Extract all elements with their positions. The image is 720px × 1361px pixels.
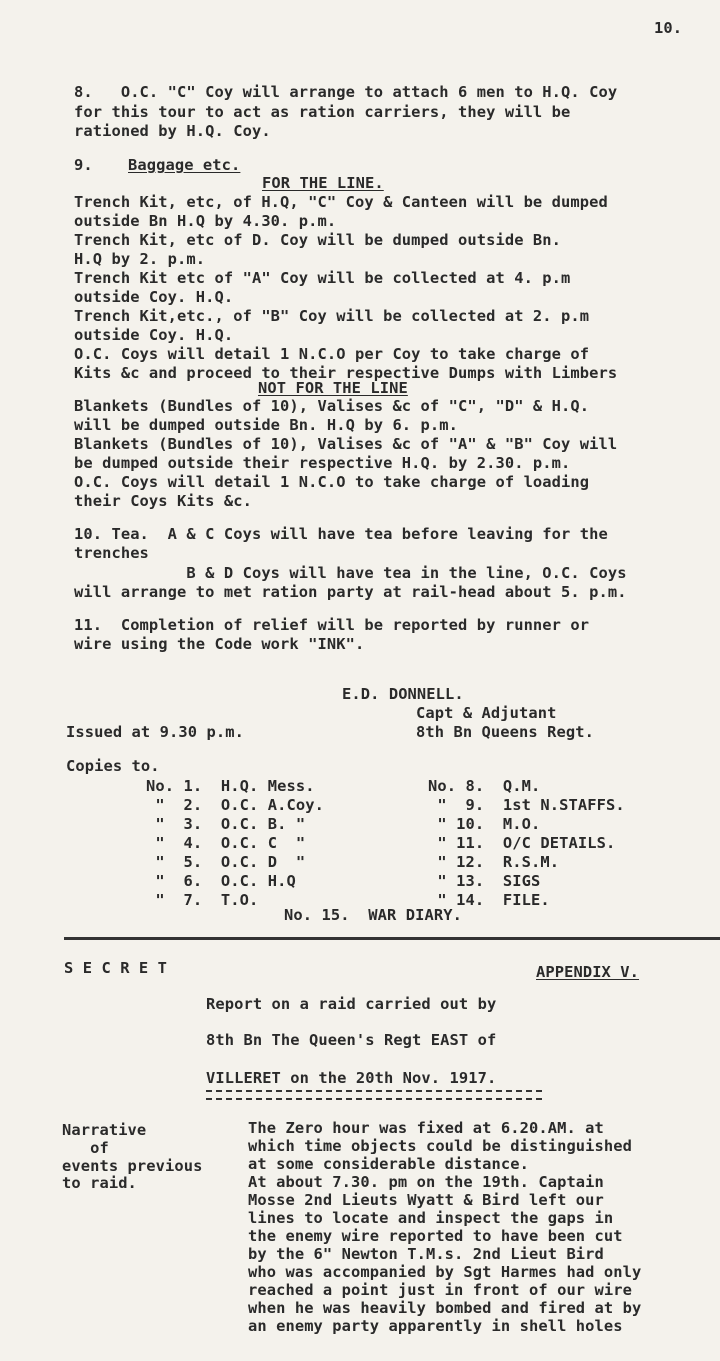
report-title-line: VILLERET on the 20th Nov. 1917. [206,1069,497,1087]
copy-entry: No. 1. H.Q. Mess. [146,777,315,795]
para9-line: Blankets (Bundles of 10), Valises &c of "C", "D" & H.Q. [74,397,590,415]
para9-line: H.Q by 2. p.m. [74,250,206,268]
narrative-line: who was accompanied by Sgt Harmes had only [248,1263,642,1281]
page-number: 10. [654,19,683,37]
para10-line: B & D Coys will have tea in the line, O.C. Coys [74,564,627,582]
narrative-line: the enemy wire reported to have been cut [248,1227,623,1245]
para9-line: their Coys Kits &c. [74,492,252,510]
para9-number: 9. [74,156,93,174]
narrative-line: at some considerable distance. [248,1155,529,1173]
side-label-line: of [62,1139,109,1157]
narrative-line: Mosse 2nd Lieuts Wyatt & Bird left our [248,1191,604,1209]
copy-entry: " 3. O.C. B. " [146,815,306,833]
narrative-line: The Zero hour was fixed at 6.20.AM. at [248,1119,604,1137]
copy-entry: " 6. O.C. H.Q [146,872,296,890]
side-label-line: Narrative [62,1121,147,1139]
copy-entry: " 10. M.O. [428,815,541,833]
para9-line: Trench Kit,etc., of "B" Coy will be collected at 2. p.m [74,307,590,325]
para11-line: wire using the Code work "INK". [74,635,365,653]
copy-entry-war-diary: No. 15. WAR DIARY. [284,906,462,924]
narrative-line: by the 6" Newton T.M.s. 2nd Lieut Bird [248,1245,604,1263]
para9-subheading-for-the-line: FOR THE LINE. [262,174,384,192]
appendix-label: APPENDIX V. [536,963,640,981]
para9-line: O.C. Coys will detail 1 N.C.O per Coy to take charge of [74,345,590,363]
narrative-line: At about 7.30. pm on the 19th. Captain [248,1173,604,1191]
copy-entry: " 14. FILE. [428,891,550,909]
para9-line: Trench Kit, etc of D. Coy will be dumped outside Bn. [74,231,562,249]
copy-entry: " 4. O.C. C " [146,834,306,852]
para9-line: Trench Kit etc of "A" Coy will be collected at 4. p.m [74,269,571,287]
narrative-line: when he was heavily bombed and fired at by [248,1299,642,1317]
copies-heading: Copies to. [66,757,160,775]
para8-line: rationed by H.Q. Coy. [74,122,271,140]
para9-line: Kits &c and proceed to their respective Dumps with Limbers [74,364,618,382]
para10-line: 10. Tea. A & C Coys will have tea before leaving for the [74,525,608,543]
copy-entry: " 2. O.C. A.Coy. [146,796,324,814]
side-label-line: to raid. [62,1174,137,1192]
narrative-line: reached a point just in front of our wire [248,1281,633,1299]
narrative-line: which time objects could be distinguished [248,1137,633,1155]
signature-unit: 8th Bn Queens Regt. [416,723,594,741]
para9-line: Blankets (Bundles of 10), Valises &c of "A" & "B" Coy will [74,435,618,453]
report-title-line: 8th Bn The Queen's Regt EAST of [206,1031,497,1049]
para9-line: outside Bn H.Q by 4.30. p.m. [74,212,337,230]
side-label-line: events previous [62,1157,203,1175]
signature-rank: Capt & Adjutant [416,704,557,722]
para10-line: will arrange to met ration party at rail-head about 5. p.m. [74,583,627,601]
copy-entry: " 5. O.C. D " [146,853,306,871]
para10-line: trenches [74,544,149,562]
para9-line: Trench Kit, etc, of H.Q, "C" Coy & Canteen will be dumped [74,193,608,211]
copy-entry: " 7. T.O. [146,891,259,909]
copy-entry: " 11. O/C DETAILS. [428,834,616,852]
copy-entry: " 12. R.S.M. [428,853,560,871]
para9-line: will be dumped outside Bn. H.Q by 6. p.m. [74,416,459,434]
issued-time: Issued at 9.30 p.m. [66,723,244,741]
copy-entry: No. 8. Q.M. [428,777,541,795]
para11-line: 11. Completion of relief will be reported by runner or [74,616,590,634]
signature-name: E.D. DONNELL. [342,685,464,703]
para9-line: outside Coy. H.Q. [74,288,234,306]
report-title-line: Report on a raid carried out by [206,995,497,1013]
para9-heading: Baggage etc. [128,156,241,174]
copy-entry: " 13. SIGS [428,872,541,890]
narrative-line: lines to locate and inspect the gaps in [248,1209,614,1227]
narrative-line: an enemy party apparently in shell holes [248,1317,623,1335]
para9-line: outside Coy. H.Q. [74,326,234,344]
para9-line: O.C. Coys will detail 1 N.C.O to take charge of loading [74,473,590,491]
para8-line: for this tour to act as ration carriers, they will be [74,103,571,121]
title-double-underline [206,1090,542,1100]
para9-line: be dumped outside their respective H.Q. by 2.30. p.m. [74,454,571,472]
para8-line: 8. O.C. "C" Coy will arrange to attach 6 men to H.Q. Coy [74,83,618,101]
para9-subheading-not-for-the-line: NOT FOR THE LINE [258,379,408,397]
copy-entry: " 9. 1st N.STAFFS. [428,796,625,814]
secret-label: S E C R E T [64,959,168,977]
section-divider [64,937,720,940]
